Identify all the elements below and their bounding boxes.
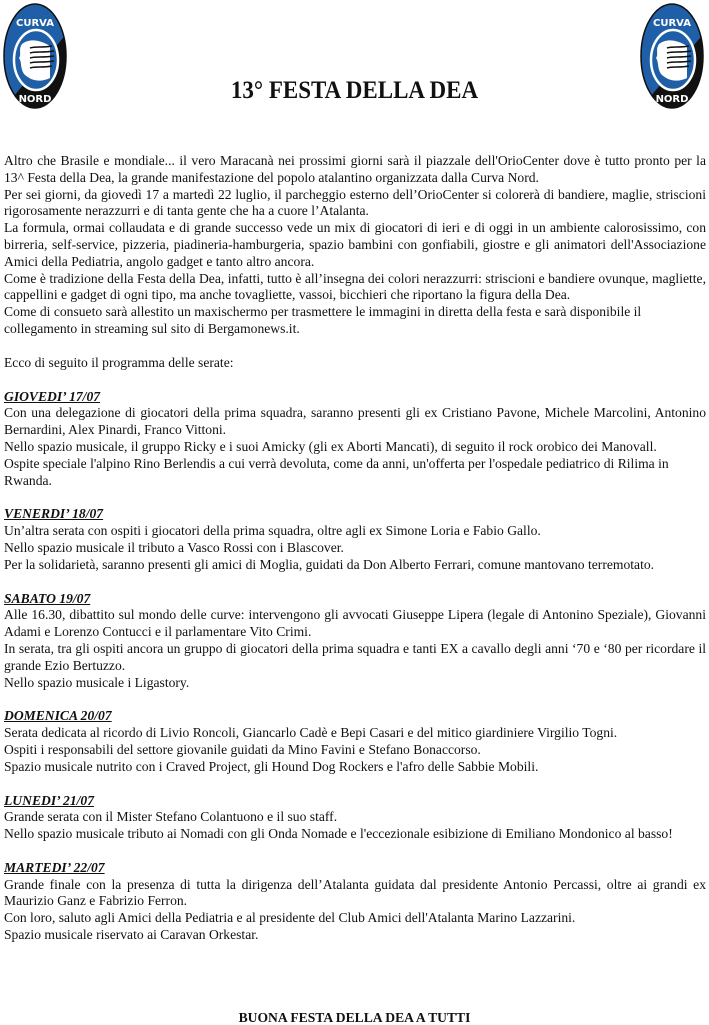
- day-heading: VENERDI’ 18/07: [4, 506, 104, 522]
- day-paragraph: Nello spazio musicale tributo ai Nomadi con gli Onda Nomade e l'eccezionale esibizione di Emiliano Mondonico al basso!: [4, 826, 673, 842]
- spacer: [4, 843, 706, 860]
- day-heading: LUNEDI’ 21/07: [4, 792, 94, 808]
- logo-top-text: CURVA: [16, 18, 54, 29]
- intro-paragraph: La formula, ormai collaudata e di grande successo vede un mix di giocatori di ieri e di oggi in un ambiente calorosissimo, con birreria, self-service, pizzeria, piadineria-hamburgeria, spazio bambini con gonfiabili, giostre e gli animatori dell'Associazione Amici della Pediatria, angolo gadget e tanto altro ancora.: [4, 220, 706, 269]
- day-section-venerdi: [4, 506, 706, 573]
- spacer: [4, 338, 706, 355]
- intro-paragraph: Per sei giorni, da giovedì 17 a martedì 22 luglio, il parcheggio esterno dell’OrioCenter si colorerà di bandiere, maglie, striscioni rigorosamente nerazzurri e di tanta gente che ha a cuore l’Atalanta.: [4, 186, 706, 219]
- day-section-domenica: [4, 708, 706, 775]
- intro-paragraph: Altro che Brasile e mondiale... il vero Maracanà nei prossimi giorni sarà il piazzale dell'OrioCenter dove è tutto pronto per la 13^ Festa della Dea, la grande manifestazione del popolo atalantino organizzata dalla Curva Nord.: [4, 153, 706, 185]
- day-paragraph: Nello spazio musicale i Ligastory.: [4, 674, 190, 690]
- day-section-sabato: [4, 591, 706, 692]
- day-paragraph: Ospiti i responsabili del settore giovanile guidati da Mino Favini e Stefano Bonaccorso.: [4, 741, 481, 757]
- day-paragraph: Nello spazio musicale, il gruppo Ricky e i suoi Amicky (gli ex Aborti Mancati), di seguito il rock orobico dei Manovall.: [4, 438, 657, 454]
- day-heading: SABATO 19/07: [4, 590, 91, 606]
- day-paragraph: Spazio musicale nutrito con i Craved Project, gli Hound Dog Rockers e l'afro delle Sabbie Mobili.: [4, 758, 539, 774]
- day-heading: GIOVEDI’ 17/07: [4, 388, 101, 404]
- day-paragraph: Spazio musicale riservato ai Caravan Orkestar.: [4, 927, 259, 943]
- spacer: [4, 489, 706, 506]
- day-section-giovedi: [4, 389, 706, 490]
- day-heading: DOMENICA 20/07: [4, 708, 112, 724]
- day-section-martedi: [4, 860, 706, 944]
- logo-top-text: CURVA: [653, 18, 691, 29]
- logo-bottom-text: NORD: [655, 94, 689, 105]
- day-paragraph: Con loro, saluto agli Amici della Pediatria e al presidente del Club Amici dell'Atalanta Marino Lazzarini.: [4, 910, 576, 926]
- intro-paragraph: Come è tradizione della Festa della Dea, infatti, tutto è all’insegna dei colori nerazzurri: striscioni e bandiere ovunque, magliette, cappellini e gadget di ogni tipo, ma anche tovagliette, vassoi, bicchieri che riportano la figura della Dea.: [4, 270, 706, 303]
- day-paragraph: Grande serata con il Mister Stefano Colantuono e il suo staff.: [4, 809, 338, 825]
- page-title: 13° FESTA DELLA DEA: [230, 76, 479, 104]
- day-paragraph: In serata, tra gli ospiti ancora un gruppo di giocatori della prima squadra e tanti EX a cavallo degli anni ‘70 e ‘80 per ricordare il grande Ezio Bertuzzo.: [4, 640, 706, 673]
- document-body: [4, 153, 706, 944]
- day-paragraph: Serata dedicata al ricordo di Livio Roncoli, Giancarlo Cadè e Bepi Casari e del mitico giardiniere Virgilio Togni.: [4, 725, 618, 741]
- day-paragraph: Con una delegazione di giocatori della prima squadra, saranno presenti gli ex Cristiano Pavone, Michele Marcolini, Antonino Bernardini, Alex Pinardi, Franco Vittoni.: [4, 405, 706, 438]
- day-paragraph: Nello spazio musicale il tributo a Vasco Rossi con i Blascover.: [4, 539, 344, 555]
- day-paragraph: Per la solidarietà, saranno presenti gli amici di Moglia, guidati da Don Alberto Ferrari, comune mantovano terremotato.: [4, 556, 655, 572]
- day-paragraph: Ospite speciale l'alpino Rino Berlendis a cui verrà devoluta, come da anni, un'offerta per l'ospedale pediatrico di Rilima in Rwanda.: [4, 455, 669, 488]
- spacer: [4, 776, 706, 793]
- program-intro: Ecco di seguito il programma delle serate:: [4, 354, 234, 370]
- spacer: [4, 691, 706, 708]
- day-section-lunedi: [4, 793, 706, 843]
- intro-paragraph: Come di consueto sarà allestito un maxischermo per trasmettere le immagini in diretta della festa e sarà disponibile il collegamento in streaming sul sito di Bergamonews.it.: [4, 304, 642, 336]
- spacer: [4, 372, 706, 389]
- closing-line: BUONA FESTA DELLA DEA A TUTTI: [238, 1010, 471, 1025]
- day-heading: MARTEDI’ 22/07: [4, 859, 105, 875]
- day-paragraph: Alle 16.30, dibattito sul mondo delle curve: intervengono gli avvocati Giuseppe Lipera (legale di Antonino Speziale), Giovanni Adami e Lorenzo Contucci e il parlamentare Vito Crimi.: [4, 607, 706, 640]
- day-paragraph: Un’altra serata con ospiti i giocatori della prima squadra, oltre agli ex Simone Loria e Fabio Gallo.: [4, 523, 541, 539]
- spacer: [4, 574, 706, 591]
- logo-bottom-text: NORD: [18, 94, 52, 105]
- day-paragraph: Grande finale con la presenza di tutta la dirigenza dell’Atalanta guidata dal presidente Antonio Percassi, oltre ai grandi ex Maurizio Ganz e Fabrizio Ferron.: [4, 876, 706, 909]
